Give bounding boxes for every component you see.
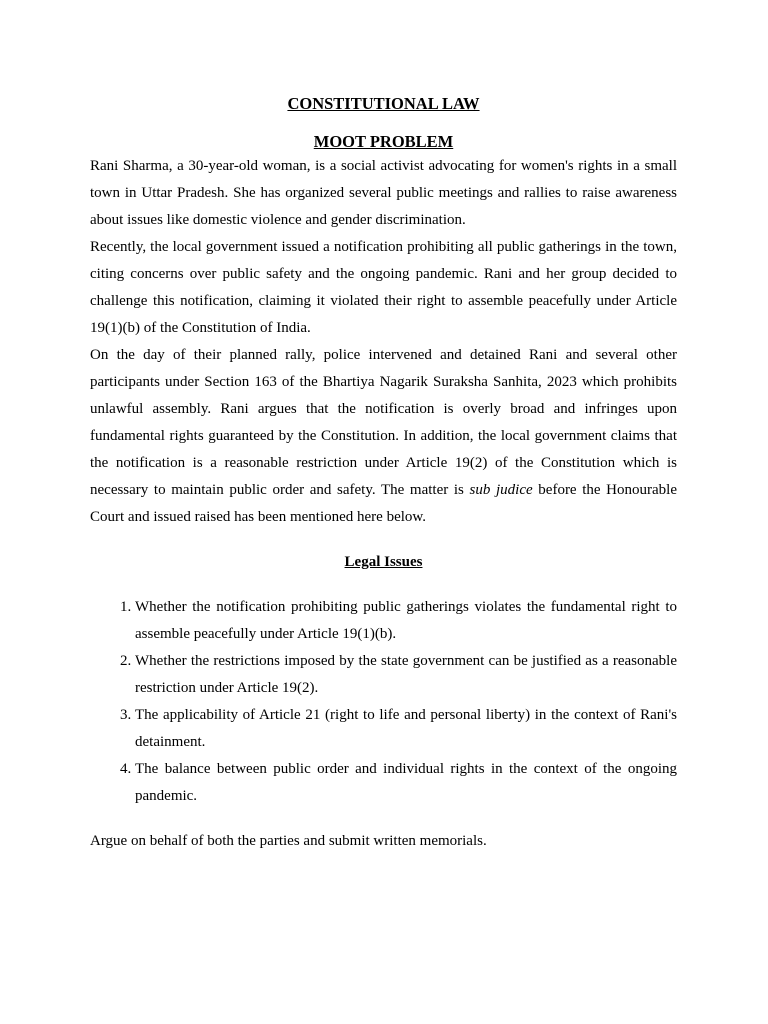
legal-issue-item: 1. Whether the notification prohibiting public gatherings violates the fundamental right to assemble peacefully under Article 19(1)(b). bbox=[135, 594, 677, 648]
document-subtitle: MOOT PROBLEM bbox=[313, 132, 454, 151]
closing-instruction: Argue on behalf of both the parties and submit written memorials. bbox=[90, 833, 487, 849]
paragraph-notification: Recently, the local government issued a notification prohibiting all public gatherings in the town, citing concerns over public safety and the ongoing pandemic. Rani and her group decided to challenge this notification, claiming it violated their right to assemble peacefully under Article 19(1)(b) of the Constitution of India. bbox=[90, 239, 677, 336]
paragraph-detention-italic: sub judice bbox=[469, 482, 533, 498]
legal-issue-item: 4. The balance between public order and individual rights in the context of the ongoing pandemic. bbox=[135, 756, 677, 810]
paragraph-background: Rani Sharma, a 30-year-old woman, is a social activist advocating for women's rights in a small town in Uttar Pradesh. She has organized several public meetings and rallies to raise awareness about issues like domestic violence and gender discrimination. bbox=[90, 158, 677, 228]
legal-issue-item: 2. Whether the restrictions imposed by the state government can be justified as a reasonable restriction under Article 19(2). bbox=[135, 648, 677, 702]
legal-issues-list bbox=[90, 594, 677, 810]
paragraph-detention bbox=[90, 342, 677, 531]
document-page bbox=[90, 93, 677, 855]
document-title: CONSTITUTIONAL LAW bbox=[287, 94, 480, 113]
legal-issue-item: 3. The applicability of Article 21 (right to life and personal liberty) in the context of Rani's detainment. bbox=[135, 702, 677, 756]
paragraph-detention-text: On the day of their planned rally, police intervened and detained Rani and several other participants under Section 163 of the Bhartiya Nagarik Suraksha Sanhita, 2023 which prohibits unlawful assembly. Rani argues that the notification is overly broad and infringes upon fundamental rights guaranteed by the Constitution. In addition, the local government claims that the notification is a reasonable restriction under Article 19(2) of the Constitution which is necessary to maintain public order and safety. The matter is bbox=[90, 347, 677, 498]
legal-issues-heading: Legal Issues bbox=[344, 554, 423, 570]
paragraph-detention-tail: before the Honourable Court and issued raised has been mentioned here below. bbox=[90, 482, 677, 525]
